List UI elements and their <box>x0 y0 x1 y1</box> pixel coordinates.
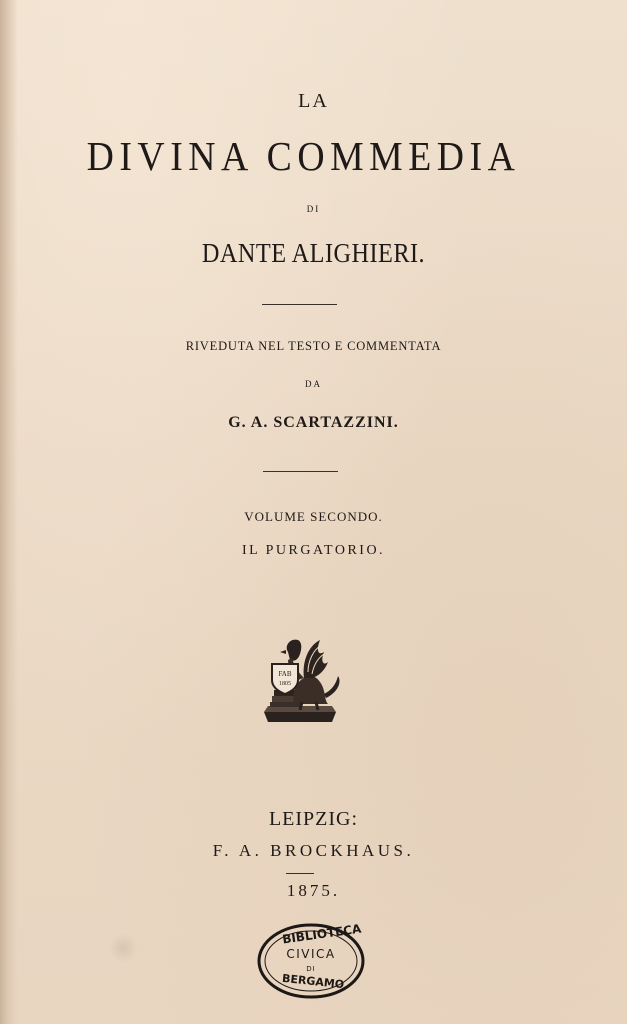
editor-name: G. A. SCARTAZZINI. <box>228 414 399 431</box>
connector-di: DI <box>306 204 321 214</box>
svg-text:1805: 1805 <box>279 681 291 687</box>
stamp-bottom-text: BERGAMO <box>281 971 345 992</box>
stamp-di-text: DI <box>306 965 316 973</box>
title-article: LA <box>298 90 329 112</box>
publisher-name: F. A. BROCKHAUS. <box>212 841 415 860</box>
edition-note: RIVEDUTA NEL TESTO E COMMENTATA <box>185 339 442 353</box>
paper-smudge <box>108 933 138 963</box>
library-stamp-icon <box>256 922 366 1000</box>
publication-year: 1875. <box>286 881 341 900</box>
author-name: DANTE ALIGHIERI. <box>201 238 426 268</box>
connector-da: DA <box>305 379 322 389</box>
divider-rule <box>263 471 338 472</box>
divider-rule <box>262 304 337 305</box>
part-title: IL PURGATORIO. <box>241 543 386 558</box>
book-title: DIVINA COMMEDIA <box>86 133 521 179</box>
stamp-middle-text: CIVICA <box>286 947 336 961</box>
volume-label: VOLUME SECONDO. <box>244 509 383 524</box>
divider-rule <box>286 873 314 874</box>
imprint-city: LEIPZIG: <box>268 808 359 830</box>
svg-text:FAB: FAB <box>278 670 292 678</box>
stamp-top-text: BIBLIOTECA <box>281 921 363 947</box>
griffin-emblem-icon <box>258 632 348 728</box>
